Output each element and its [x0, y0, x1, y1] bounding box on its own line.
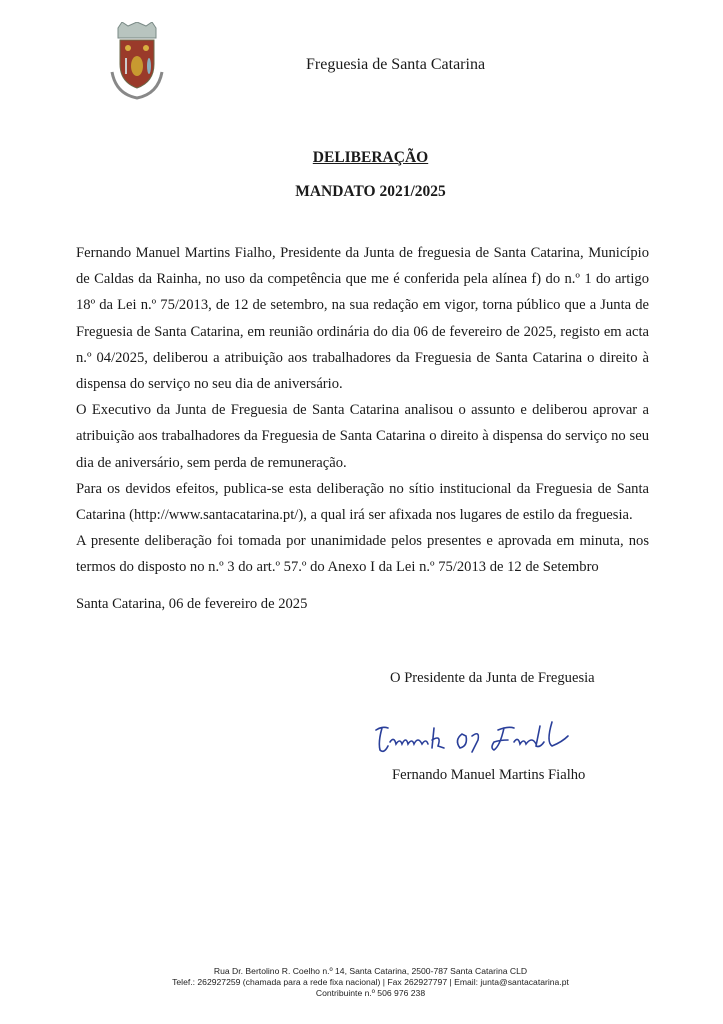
place-date: Santa Catarina, 06 de fevereiro de 2025: [76, 596, 308, 612]
document-subtitle: MANDATO 2021/2025: [295, 183, 446, 200]
handwritten-signature: [368, 712, 598, 762]
signatory-name: Fernando Manuel Martins Fialho: [392, 767, 586, 783]
coat-of-arms-logo: [106, 22, 168, 102]
paragraph: Para os devidos efeitos, publica-se esta deliberação no sítio institucional da Freguesia de Santa Catarina (http://www.santacatarina.pt/), a qual irá ser afixada nos lugares de estilo da freguesia.: [76, 480, 649, 524]
document-body: [76, 240, 649, 581]
footer-address: Rua Dr. Bertolino R. Coelho n.º 14, Santa Catarina, 2500-787 Santa Catarina CLD: [213, 966, 528, 976]
organization-name: Freguesia de Santa Catarina: [306, 56, 486, 73]
document-title: DELIBERAÇÃO: [312, 149, 429, 166]
footer-contacts: Telef.: 262927259 (chamada para a rede fixa nacional) | Fax 262927797 | Email: junta@santacatarina.pt: [172, 977, 569, 987]
signatory-role: O Presidente da Junta de Freguesia: [390, 670, 595, 686]
footer-taxpayer: Contribuinte n.º 506 976 238: [315, 988, 426, 998]
paragraph: A presente deliberação foi tomada por unanimidade pelos presentes e aprovada em minuta, nos termos do disposto no n.º 3 do art.º 57.º do Anexo I da Lei n.º 75/2013 de 12 de Setembro: [76, 533, 649, 576]
footer: [0, 966, 723, 999]
paragraph: O Executivo da Junta de Freguesia de Santa Catarina analisou o assunto e deliberou aprovar a atribuição aos trabalhadores da Freguesia de Santa Catarina o direito à dispensa do serviço no seu dia de aniversário, sem perda de remuneração.: [76, 402, 649, 471]
paragraph: Fernando Manuel Martins Fialho, Presidente da Junta de freguesia de Santa Catarina, Município de Caldas da Rainha, no uso da competência que me é conferida pela alínea f) do n.º 1 do artigo 18º da Lei n.º 75/2013, de 12 de setembro, na sua redação em vigor, torna público que a Junta de Freguesia de Santa Catarina, em reunião ordinária do dia 06 de fevereiro de 2025, registo em acta n.º 04/2025, deliberou a atribuição aos trabalhadores da Freguesia de Santa Catarina o direito à dispensa do serviço no seu dia de aniversário.: [76, 245, 649, 393]
